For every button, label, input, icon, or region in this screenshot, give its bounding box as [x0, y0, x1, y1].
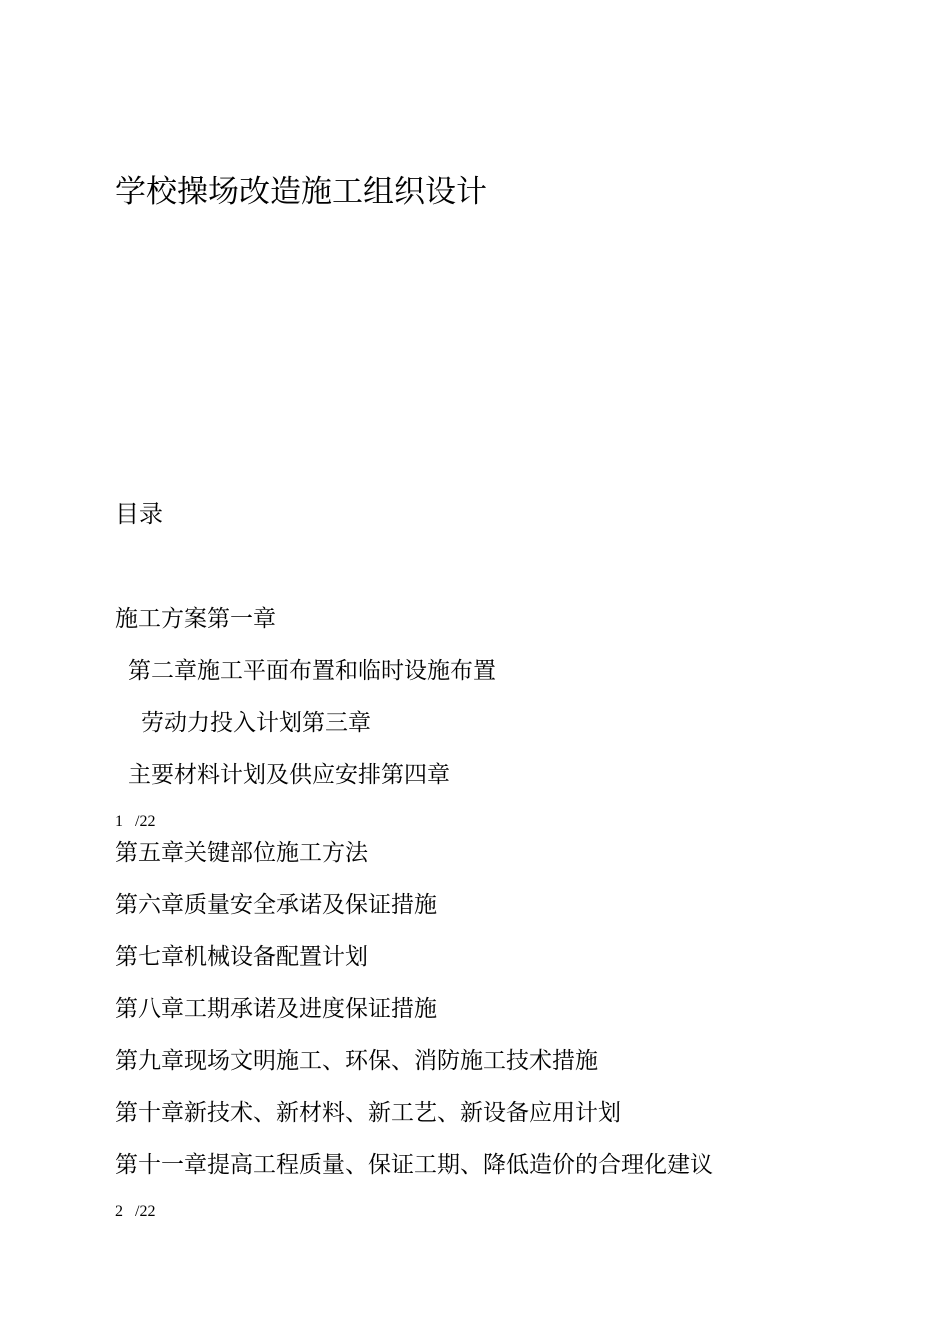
page-number: 1 /22	[115, 813, 156, 830]
toc-item: 第七章机械设备配置计划	[115, 944, 368, 970]
toc-item: 劳动力投入计划第三章	[141, 710, 371, 736]
toc-item: 第十章新技术、新材料、新工艺、新设备应用计划	[115, 1100, 621, 1126]
toc-item: 主要材料计划及供应安排第四章	[128, 762, 450, 788]
page-number: 2 /22	[115, 1203, 156, 1220]
toc-item: 第五章关键部位施工方法	[115, 840, 368, 866]
toc-item: 第八章工期承诺及进度保证措施	[115, 996, 437, 1022]
document-title: 学校操场改造施工组织设计	[115, 174, 487, 210]
toc-item: 第二章施工平面布置和临时设施布置	[128, 658, 496, 684]
toc-item: 第十一章提高工程质量、保证工期、降低造价的合理化建议	[115, 1152, 713, 1178]
toc-item: 第九章现场文明施工、环保、消防施工技术措施	[115, 1048, 598, 1074]
toc-item: 第六章质量安全承诺及保证措施	[115, 892, 437, 918]
toc-item: 施工方案第一章	[115, 606, 276, 632]
toc-heading: 目录	[115, 500, 163, 528]
